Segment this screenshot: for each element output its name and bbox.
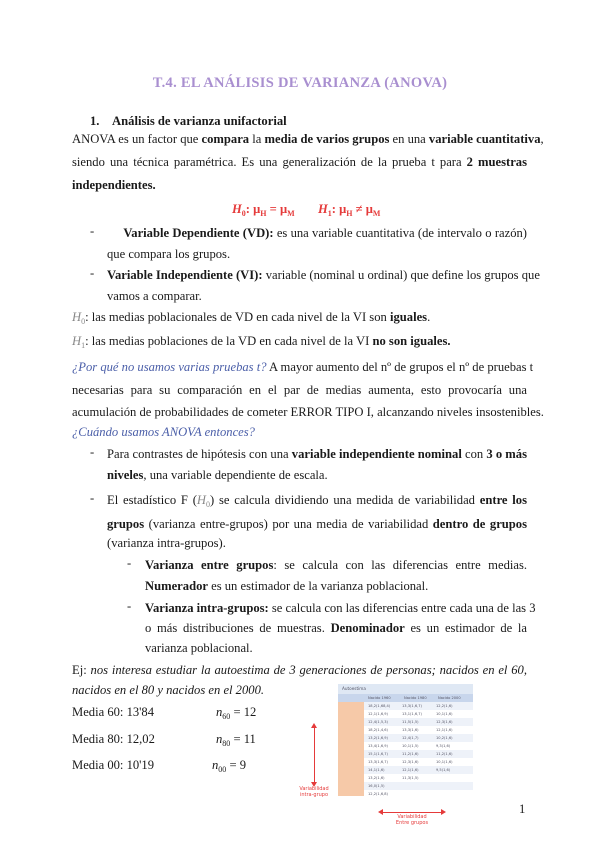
- sub-b1-line-2: Numerador es un estimador de la varianza poblacional.: [145, 579, 429, 593]
- vertical-arrow: [314, 727, 315, 783]
- table-cell: 12,3(1,6): [402, 760, 419, 764]
- column-header: Nacido 2000: [438, 696, 461, 700]
- when-b1-line-1: Para contrastes de hipótesis con una variable independiente nominal con 3 o más: [107, 447, 527, 461]
- horizontal-arrow: [382, 812, 442, 813]
- vi-line-2: vamos a comparar.: [107, 289, 202, 303]
- table-cell: 10,1(1,5): [402, 744, 419, 748]
- when-b1-line-2: niveles, una variable dependiente de escala.: [107, 468, 328, 482]
- table-cell: 10,1(1,6): [436, 712, 453, 716]
- h0-statement: $H_0$: las medias poblacionales de VD en cada nivel de la VI son iguales.: [72, 310, 431, 326]
- table-cell: 12,4(1,7): [402, 736, 419, 740]
- vd-line-1: Variable Dependiente (VD): es una variable cuantitativa (de intervalo o razón): [123, 226, 527, 240]
- sub-b1-line-1: Varianza entre grupos: se calcula con las diferencias entre medias.: [145, 558, 527, 572]
- sub-b2-line-1: Varianza intra-grupos: se calcula con las diferencias entre cada una de las 3: [145, 601, 536, 615]
- table-cell: 12,1(1,6,9): [368, 712, 388, 716]
- example-media-60: Media 60: 13'84: [72, 705, 155, 719]
- example-media-00: Media 00: 10'19: [72, 758, 155, 772]
- why-line-3: acumulación de probabilidades de cometer ERROR TIPO I, alcanzando niveles insostenibles.: [72, 405, 544, 419]
- when-b2-line-3: (varianza intra-grupos).: [107, 536, 226, 550]
- column-header: Nacido 1960: [368, 696, 391, 700]
- table-cell: 10,1(1,6): [436, 760, 453, 764]
- table-cell: 18,2(1,68,4): [368, 704, 391, 708]
- table-cell: 13,3(1,6): [402, 728, 419, 732]
- between-group-label: Variabilidad Entre grupos: [395, 814, 429, 826]
- bullet-dash: -: [127, 599, 132, 613]
- table-column-header: [338, 694, 473, 702]
- section-heading-text: Análisis de varianza unifactorial: [112, 114, 287, 128]
- table-header-label: Autoestima: [342, 686, 366, 691]
- table-cell: 13,2(1,6,9): [368, 736, 388, 740]
- table-cell: 12,1(1,6): [402, 768, 419, 772]
- table-cell: 16,0(1,5): [368, 784, 385, 788]
- intro-line-2: siendo una técnica paramétrica. Es una generalización de la prueba t para 2 muestras: [72, 155, 527, 169]
- table-cell: 9,3(1,6): [436, 744, 451, 748]
- section-heading: [90, 112, 287, 130]
- table-cell: 13,1(1,6,7): [402, 712, 422, 716]
- table-cell: 12,2(1,6,8): [368, 792, 388, 796]
- page-title: T.4. EL ANÁLISIS DE VARIANZA (ANOVA): [152, 75, 448, 91]
- bullet-dash: -: [90, 445, 95, 459]
- page-number: 1: [519, 802, 526, 816]
- table-cell: 15,1(1,6,7): [368, 752, 388, 756]
- why-line-1: ¿Por qué no usamos varias pruebas t? A mayor aumento del nº de grupos el nº de pruebas t: [72, 360, 534, 374]
- table-cell: 9,5(1,6): [436, 768, 451, 772]
- example-line-2: nacidos en el 80 y nacidos en el 2000.: [72, 683, 265, 697]
- bullet-dash: -: [90, 266, 95, 280]
- bullet-dash: -: [127, 556, 132, 570]
- intra-group-label: Variabilidad intra-grupo: [299, 786, 329, 798]
- table-cell: 13,3(1,6,7): [368, 760, 388, 764]
- vi-line-1: Variable Independiente (VI): variable (nominal u ordinal) que define los grupos que: [107, 268, 540, 282]
- hypothesis-h1: $H_1$: $\mu_H \ne \mu_M$: [318, 202, 381, 218]
- example-media-80: Media 80: 12,02: [72, 732, 155, 746]
- vd-line-2: que compara los grupos.: [107, 247, 231, 261]
- example-n-00: $n_{00} = 9$: [212, 758, 246, 774]
- hypothesis-h0: $H_0$: $\mu_H = \mu_M$: [232, 202, 295, 218]
- example-n-80: $n_{80} = 11$: [216, 732, 256, 748]
- table-cell: 11,5(1,5): [402, 720, 419, 724]
- h1-statement: $H_1$: las medias poblaciones de la VD en cada nivel de la VI no son iguales.: [72, 334, 451, 350]
- table-cell: 12,4(1,5,3): [368, 720, 388, 724]
- example-line-1: Ej: nos interesa estudiar la autoestima de 3 generaciones de personas; nacidos en el 60,: [72, 663, 527, 677]
- when-question: ¿Cuándo usamos ANOVA entonces?: [72, 425, 255, 439]
- when-b2-line-1: El estadístico F $(H_0)$ se calcula dividiendo una medida de variabilidad entre los: [107, 493, 528, 509]
- table-cell: 12,2(1,6): [436, 704, 453, 708]
- table-cell: 14,1(1,6): [368, 768, 385, 772]
- table-header: [338, 684, 473, 694]
- table-index-column: [338, 702, 364, 796]
- table-cell: 11,2(1,6): [402, 752, 419, 756]
- data-table-figure: [338, 684, 473, 804]
- table-cell: 18,2(1,4,6): [368, 728, 388, 732]
- bullet-dash: -: [90, 491, 95, 505]
- table-cell: 11,2(1,6): [436, 752, 453, 756]
- intro-line-1: ANOVA es un factor que compara la media de varios grupos en una variable cuantitativa,: [72, 132, 544, 146]
- table-cell: 11,3(1,5): [402, 776, 419, 780]
- when-b2-line-2: grupos (varianza entre-grupos) por una media de variabilidad dentro de grupos: [107, 517, 527, 531]
- intro-line-3: independientes.: [72, 178, 156, 192]
- table-cell: 12,3(1,6): [436, 720, 453, 724]
- table-cell: 13,3(1,6,7): [402, 704, 422, 708]
- section-number: 1.: [90, 114, 100, 128]
- example-n-60: $n_{60} = 12$: [216, 705, 257, 721]
- sub-b2-line-2: o más distribuciones de muestras. Denominador es un estimador de la: [145, 621, 527, 635]
- why-line-2: necesarias para su comparación en el par de medias aumenta, esto provocaría una: [72, 383, 527, 397]
- bullet-dash: -: [90, 224, 95, 238]
- table-cell: 13,2(1,6): [368, 776, 385, 780]
- column-header: Nacido 1980: [404, 696, 427, 700]
- sub-b2-line-3: varianza poblacional.: [145, 641, 253, 655]
- table-cell: 12,1(1,6): [436, 728, 453, 732]
- table-cell: 13,4(1,6,9): [368, 744, 388, 748]
- table-cell: 10,2(1,6): [436, 736, 453, 740]
